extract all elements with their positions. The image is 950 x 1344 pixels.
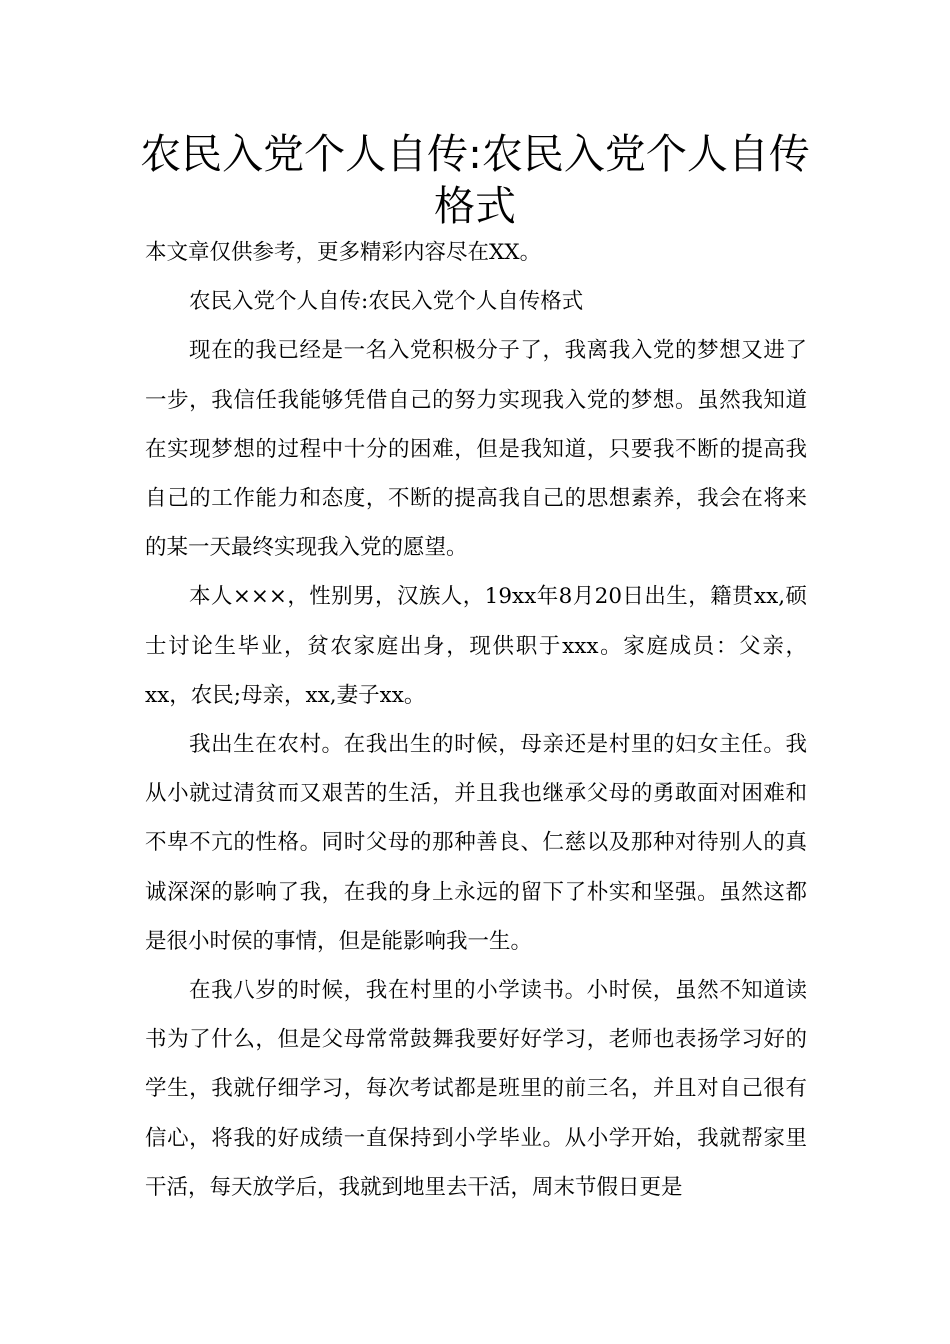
document-title: 农民入党个人自传:农民入党个人自传格式: [140, 130, 810, 230]
paragraph: 在我八岁的时候，我在村里的小学读书。小时侯，虽然不知道读书为了什么，但是父母常常鼓舞我要好好学习，老师也表扬学习好的学生，我就仔细学习，每次考试都是班里的前三名，并且对自己很有信心，将我的好成绩一直保持到小学毕业。从小学开始，我就帮家里干活，每天放学后，我就到地里去干活，周末节假日更是: [145, 978, 807, 1200]
paragraph: 本人×××，性别男，汉族人，19xx年8月20日出生，籍贯xx,硕士讨论生毕业，贫农家庭出身，现供职于xxx。家庭成员：父亲，xx，农民;母亲，xx,妻子xx。: [145, 584, 807, 708]
paragraph-subtitle: 农民入党个人自传:农民入党个人自传格式: [189, 289, 584, 315]
paragraph: 现在的我已经是一名入党积极分子了，我离我入党的梦想又进了一步，我信任我能够凭借自己的努力实现我入党的梦想。虽然我知道在实现梦想的过程中十分的困难，但是我知道，只要我不断的提高我自己的工作能力和态度，不断的提高我自己的思想素养，我会在将来的某一天最终实现我入党的愿望。: [145, 338, 807, 561]
intro-note: 本文章仅供参考，更多精彩内容尽在XX。: [145, 240, 542, 265]
document-body: [145, 228, 807, 1212]
paragraph: 我出生在农村。在我出生的时候，母亲还是村里的妇女主任。我从小就过清贫而又艰苦的生活，并且我也继承父母的勇敢面对困难和不卑不亢的性格。同时父母的那种善良、仁慈以及那种对待别人的真诚深深的影响了我，在我的身上永远的留下了朴实和坚强。虽然这都是很小时侯的事情，但是能影响我一生。: [145, 732, 807, 954]
